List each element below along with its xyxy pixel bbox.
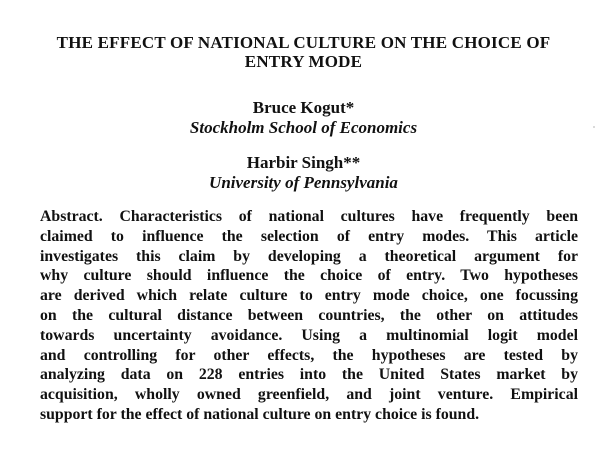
author-name: Harbir Singh**: [246, 153, 361, 172]
abstract-line: investigates this claim by developing a theoretical argument for: [40, 247, 578, 265]
author-affiliation: University of Pennsylvania: [209, 173, 398, 192]
title-line: ENTRY MODE: [244, 52, 363, 71]
abstract-line: towards uncertainty avoidance. Using a multinomial logit model: [40, 326, 578, 344]
abstract-line: claimed to influence the selection of entry modes. This article: [40, 227, 578, 245]
abstract-line: on the cultural distance between countries, the other on attitudes: [40, 306, 578, 324]
abstract: [40, 207, 578, 425]
abstract-line: why culture should influence the choice of entry. Two hypotheses: [40, 267, 578, 285]
author-name: Bruce Kogut*: [252, 98, 355, 117]
author-block-kogut: [0, 98, 607, 138]
abstract-line: are derived which relate culture to entry mode choice, one focussing: [40, 287, 578, 305]
paper-title: [0, 33, 607, 71]
abstract-line: Abstract. Characteristics of national cultures have frequently been: [40, 208, 578, 225]
title-line: THE EFFECT OF NATIONAL CULTURE ON THE CHOICE OF: [56, 33, 551, 52]
abstract-line: support for the effect of national culture on entry choice is found.: [40, 405, 480, 423]
abstract-line: and controlling for other effects, the hypotheses are tested by: [40, 346, 578, 364]
author-block-singh: [0, 153, 607, 193]
abstract-line: acquisition, wholly owned greenfield, and joint venture. Empirical: [40, 386, 578, 404]
author-affiliation: Stockholm School of Economics: [189, 118, 418, 137]
scan-speck: [593, 126, 595, 128]
abstract-line: analyzing data on 228 entries into the United States market by: [40, 366, 578, 384]
